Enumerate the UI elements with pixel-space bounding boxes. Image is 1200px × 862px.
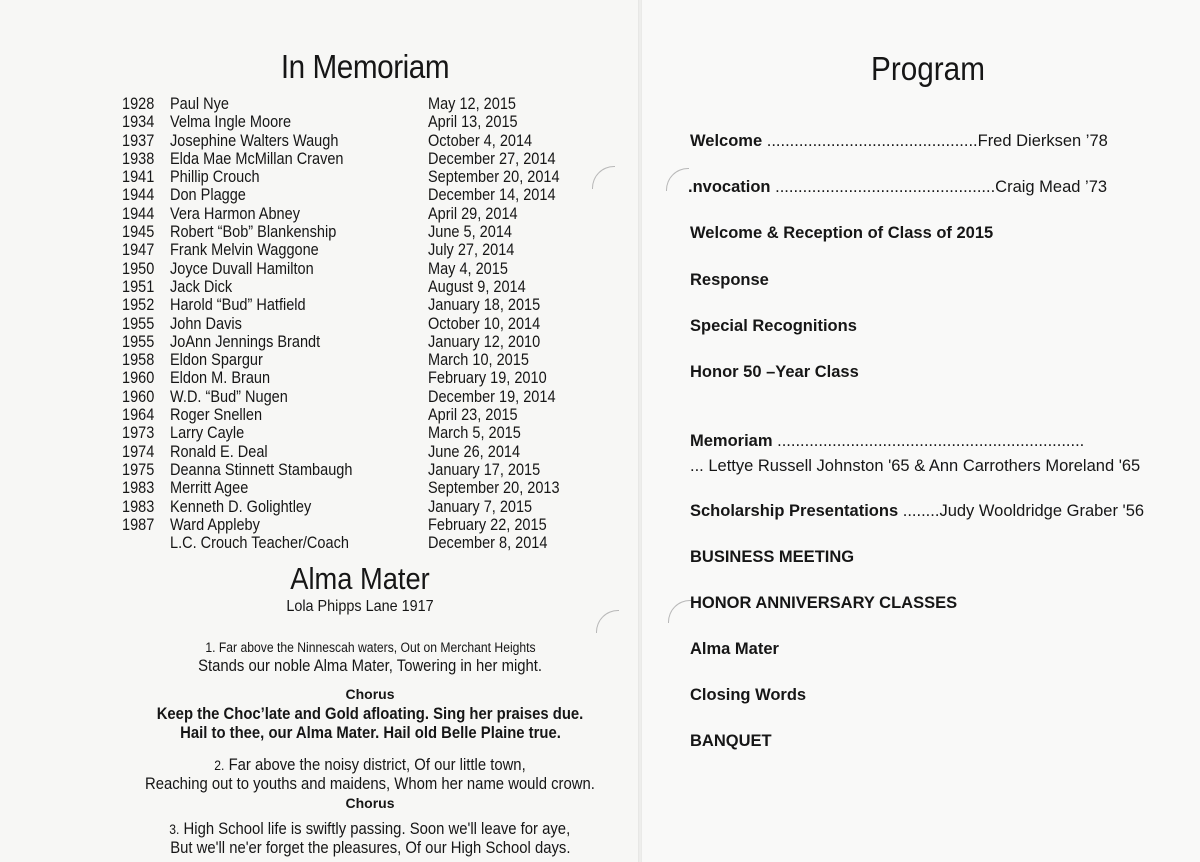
memoriam-entry (122, 424, 592, 442)
program-business-meeting: BUSINESS MEETING (690, 548, 855, 566)
program-memoriam (690, 432, 1084, 451)
memoriam-date: December 14, 2014 (428, 186, 556, 205)
memoriam-year: 1983 (122, 479, 155, 498)
chorus-label: Chorus (345, 686, 395, 702)
memoriam-year: 1964 (122, 406, 155, 425)
program-special-recognitions: Special Recognitions (690, 317, 857, 335)
memoriam-date: March 5, 2015 (428, 424, 521, 443)
program-title: Program (871, 50, 985, 87)
memoriam-name: Kenneth D. Golightley (170, 497, 312, 516)
memoriam-date: October 4, 2014 (428, 131, 533, 150)
memoriam-date: April 13, 2015 (428, 113, 518, 132)
memoriam-date: June 26, 2014 (428, 442, 521, 461)
memoriam-entry (122, 516, 592, 534)
program-honor-50: Honor 50 –Year Class (690, 363, 859, 381)
program-scholarship (690, 502, 1144, 521)
memoriam-name: Harold “Bud” Hatfield (170, 296, 306, 315)
scholarship-leader: ........ (902, 502, 940, 520)
program-banquet: BANQUET (690, 732, 772, 750)
memoriam-name: Velma Ingle Moore (170, 113, 292, 132)
memoriam-year: 1944 (122, 204, 155, 223)
memoriam-name: Eldon Spargur (170, 351, 263, 370)
memoriam-entry (122, 95, 592, 113)
memoriam-date: February 22, 2015 (428, 515, 547, 534)
memoriam-name: JoAnn Jennings Brandt (170, 332, 321, 351)
memoriam-year: 1987 (122, 515, 155, 534)
memoriam-year: 1951 (122, 277, 155, 296)
memoriam-name: Ronald E. Deal (170, 442, 268, 461)
memoriam-entry (122, 333, 592, 351)
verse-3-number: 3. (169, 822, 180, 837)
verse-3-line-1: High School life is swiftly passing. Soon we'll leave for aye, (183, 820, 571, 838)
memoriam-title: In Memoriam (280, 48, 450, 85)
memoriam-entry (122, 260, 592, 278)
memoriam-entry (122, 223, 592, 241)
memoriam-entry (122, 498, 592, 516)
memoriam-name: Merritt Agee (170, 479, 249, 498)
memoriam-name: Josephine Walters Waugh (170, 131, 339, 150)
memoriam-year: 1947 (122, 241, 155, 260)
memoriam-entry (122, 534, 592, 552)
memoriam-name: Vera Harmon Abney (170, 204, 300, 223)
memoriam-date: December 8, 2014 (428, 534, 548, 553)
program-memoriam-people: ... Lettye Russell Johnston '65 & Ann Carrothers Moreland '65 (690, 457, 1141, 475)
memoriam-date: April 23, 2015 (428, 406, 518, 425)
memoriam-year: 1983 (122, 497, 155, 516)
memoriam-name: Frank Melvin Waggone (170, 241, 319, 260)
memoriam-entry (122, 443, 592, 461)
memoriam-date: December 19, 2014 (428, 387, 556, 406)
memoriam-entry (122, 241, 592, 259)
memoriam-date: August 9, 2014 (428, 277, 526, 296)
memoriam-year: 1952 (122, 296, 155, 315)
verse-2 (100, 756, 640, 794)
memoriam-name: Eldon M. Braun (170, 369, 271, 388)
memoriam-entry (122, 296, 592, 314)
memoriam-date: March 10, 2015 (428, 351, 529, 370)
memoriam-date: April 29, 2014 (428, 204, 518, 223)
invocation-label: .nvocation (688, 178, 771, 196)
program-honor-anniversary: HONOR ANNIVERSARY CLASSES (690, 594, 958, 612)
memoriam-year: 1950 (122, 259, 155, 278)
memoriam-year: 1928 (122, 95, 155, 113)
memoriam-year: 1960 (122, 387, 155, 406)
scholarship-label: Scholarship Presentations (690, 502, 899, 520)
memoriam-entry (122, 351, 592, 369)
verse-3 (100, 820, 640, 858)
memoriam-label: Memoriam (690, 432, 773, 450)
memoriam-entry (122, 186, 592, 204)
memoriam-entry (122, 479, 592, 497)
memoriam-date: January 7, 2015 (428, 497, 533, 516)
chorus (100, 705, 640, 743)
memoriam-date: January 18, 2015 (428, 296, 541, 315)
program-response: Response (690, 271, 769, 289)
welcome-label: Welcome (690, 132, 763, 150)
memoriam-entry (122, 406, 592, 424)
memoriam-year: 1955 (122, 332, 155, 351)
memoriam-name: W.D. “Bud” Nugen (170, 387, 288, 406)
memoriam-date: July 27, 2014 (428, 241, 515, 260)
program-reception: Welcome & Reception of Class of 2015 (690, 224, 994, 242)
memoriam-date: December 27, 2014 (428, 149, 556, 168)
memoriam-year: 1973 (122, 424, 155, 443)
memoriam-entry (122, 278, 592, 296)
verse-2-line-2: Reaching out to youths and maidens, Whom her name would crown. (145, 775, 595, 793)
memoriam-name: Deanna Stinnett Stambaugh (170, 460, 353, 479)
verse-1-line-2: Stands our noble Alma Mater, Towering in her might. (198, 657, 542, 675)
invocation-leader: ................................................ (775, 178, 996, 196)
memoriam-entry (122, 369, 592, 387)
memoriam-name: Jack Dick (170, 277, 233, 296)
memoriam-date: January 12, 2010 (428, 332, 541, 351)
memoriam-year: 1934 (122, 113, 155, 132)
memoriam-date: October 10, 2014 (428, 314, 541, 333)
memoriam-name: Paul Nye (170, 95, 229, 113)
memoriam-name: Ward Appleby (170, 515, 260, 534)
memoriam-name: L.C. Crouch Teacher/Coach (170, 534, 349, 553)
memoriam-name: Roger Snellen (170, 406, 263, 425)
verse-1-number: 1. (204, 640, 216, 655)
chorus-line-2: Hail to thee, our Alma Mater. Hail old Belle Plaine true. (179, 724, 561, 742)
memoriam-year: 1945 (122, 223, 155, 242)
memoriam-entry (122, 113, 592, 131)
memoriam-name: Don Plagge (170, 186, 246, 205)
memoriam-name: Robert “Bob” Blankenship (170, 223, 337, 242)
memoriam-entry (122, 461, 592, 479)
scholarship-person: Judy Wooldridge Graber '56 (939, 502, 1145, 520)
program-alma-mater: Alma Mater (690, 640, 779, 658)
memoriam-entry (122, 205, 592, 223)
memoriam-date: September 20, 2013 (428, 479, 560, 498)
alma-mater-author: Lola Phipps Lane 1917 (286, 598, 434, 615)
memoriam-year: 1955 (122, 314, 155, 333)
verse-3-line-2: But we'll ne'er forget the pleasures, Of our High School days. (169, 839, 571, 857)
memoriam-entry (122, 132, 592, 150)
memoriam-date: May 4, 2015 (428, 259, 508, 278)
memoriam-name: Joyce Duvall Hamilton (170, 259, 314, 278)
memoriam-year: 1975 (122, 460, 155, 479)
memoriam-year: 1944 (122, 186, 155, 205)
memoriam-name: John Davis (170, 314, 242, 333)
memoriam-date: February 19, 2010 (428, 369, 547, 388)
chorus-line-1: Keep the Choc’late and Gold afloating. Sing her praises due. (156, 705, 584, 723)
memoriam-leader: ................................................................... (777, 432, 1085, 450)
welcome-person: Fred Dierksen ’78 (977, 132, 1108, 150)
verse-1 (100, 638, 640, 676)
memoriam-date: June 5, 2014 (428, 223, 512, 242)
memoriam-entry (122, 315, 592, 333)
memoriam-year: 1937 (122, 131, 155, 150)
verse-2-line-1: Far above the noisy district, Of our little town, (228, 756, 526, 774)
verse-2-number: 2. (214, 758, 225, 773)
memoriam-year: 1938 (122, 149, 155, 168)
memoriam-year: 1974 (122, 442, 155, 461)
memoriam-date: September 20, 2014 (428, 168, 560, 187)
memoriam-name: Larry Cayle (170, 424, 245, 443)
memoriam-list (122, 95, 592, 552)
welcome-leader: .............................................. (766, 132, 978, 150)
verse-1-line-1: Far above the Ninnescah waters, Out on Merchant Heights (218, 640, 536, 655)
memoriam-year: 1941 (122, 168, 155, 187)
memoriam-year: 1960 (122, 369, 155, 388)
chorus-label-2: Chorus (345, 795, 395, 811)
program-invocation (688, 178, 1107, 197)
memoriam-date: January 17, 2015 (428, 460, 541, 479)
invocation-person: Craig Mead ’73 (995, 178, 1108, 196)
program-welcome (690, 132, 1108, 151)
memoriam-name: Elda Mae McMillan Craven (170, 149, 344, 168)
memoriam-name: Phillip Crouch (170, 168, 260, 187)
memoriam-date: May 12, 2015 (428, 95, 516, 113)
memoriam-year: 1958 (122, 351, 155, 370)
alma-mater-title: Alma Mater (290, 561, 430, 596)
memoriam-entry (122, 168, 592, 186)
memoriam-entry (122, 150, 592, 168)
memoriam-entry (122, 388, 592, 406)
program-closing-words: Closing Words (690, 686, 807, 704)
